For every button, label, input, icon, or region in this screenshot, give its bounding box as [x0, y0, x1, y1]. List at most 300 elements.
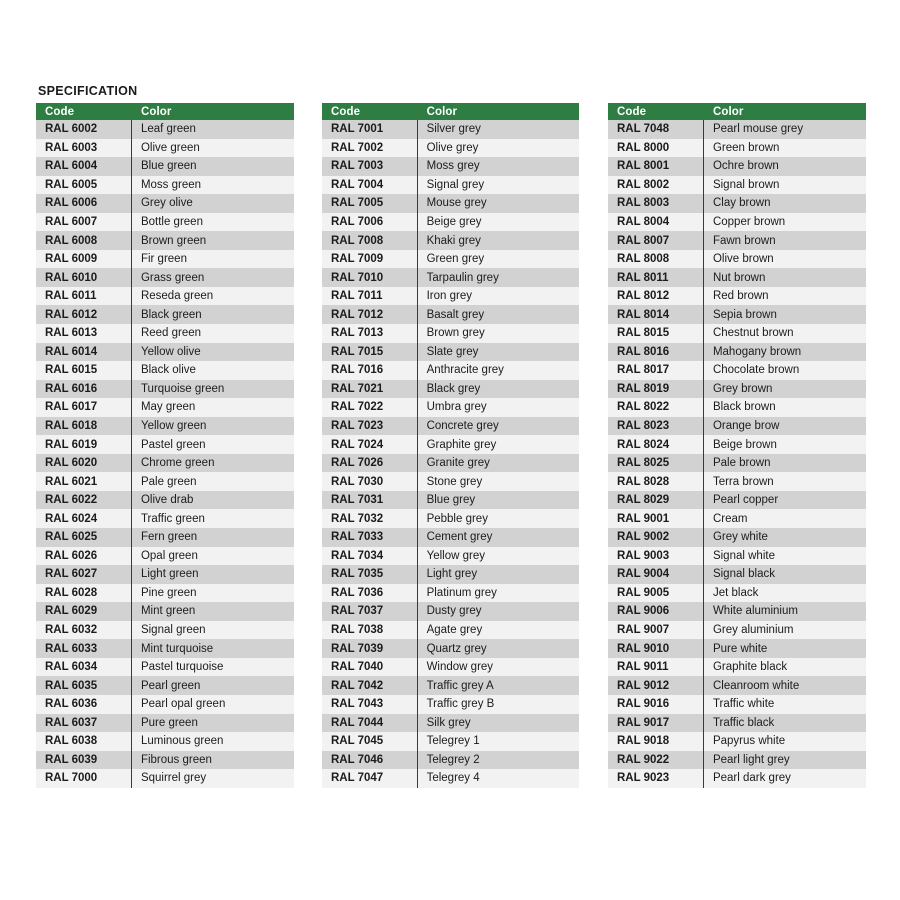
table-row	[36, 213, 294, 232]
table-row	[322, 361, 579, 380]
table-row	[322, 398, 579, 417]
table-row	[608, 268, 866, 287]
cell-code: RAL 6027	[36, 565, 131, 584]
cell-color-name: Traffic green	[131, 509, 294, 528]
table-row	[608, 695, 866, 714]
cell-color-name: Orange brow	[703, 417, 866, 436]
table-row	[36, 547, 294, 566]
table-row	[608, 120, 866, 139]
cell-color-name: Moss grey	[417, 157, 579, 176]
cell-color-name: Pale brown	[703, 454, 866, 473]
cell-color-name: Grey white	[703, 528, 866, 547]
cell-code: RAL 6025	[36, 528, 131, 547]
table-row	[322, 324, 579, 343]
column-header-code: Code	[36, 103, 131, 120]
cell-color-name: White aluminium	[703, 602, 866, 621]
cell-code: RAL 7047	[322, 769, 417, 788]
cell-code: RAL 6017	[36, 398, 131, 417]
table-row	[36, 287, 294, 306]
cell-code: RAL 7015	[322, 343, 417, 362]
cell-color-name: Pure white	[703, 639, 866, 658]
table-body	[36, 120, 294, 788]
cell-color-name: Nut brown	[703, 268, 866, 287]
table-row	[322, 491, 579, 510]
cell-code: RAL 7003	[322, 157, 417, 176]
cell-color-name: Pearl light grey	[703, 751, 866, 770]
cell-color-name: Cleanroom white	[703, 676, 866, 695]
cell-color-name: Pearl opal green	[131, 695, 294, 714]
table-row	[36, 509, 294, 528]
table-row	[36, 176, 294, 195]
cell-code: RAL 7033	[322, 528, 417, 547]
cell-color-name: Silk grey	[417, 714, 579, 733]
cell-code: RAL 9023	[608, 769, 703, 788]
cell-color-name: Terra brown	[703, 472, 866, 491]
table-row	[608, 454, 866, 473]
cell-code: RAL 7032	[322, 509, 417, 528]
table-row	[36, 361, 294, 380]
cell-color-name: Grey aluminium	[703, 621, 866, 640]
cell-color-name: Pebble grey	[417, 509, 579, 528]
table-row	[36, 454, 294, 473]
table-row	[36, 250, 294, 269]
cell-code: RAL 8012	[608, 287, 703, 306]
cell-color-name: Traffic white	[703, 695, 866, 714]
cell-code: RAL 6010	[36, 268, 131, 287]
table-row	[322, 139, 579, 158]
table-row	[322, 417, 579, 436]
cell-color-name: Blue green	[131, 157, 294, 176]
cell-color-name: Brown green	[131, 231, 294, 250]
cell-code: RAL 6024	[36, 509, 131, 528]
cell-code: RAL 7045	[322, 732, 417, 751]
cell-code: RAL 6032	[36, 621, 131, 640]
cell-code: RAL 9010	[608, 639, 703, 658]
cell-color-name: Black grey	[417, 380, 579, 399]
table-row	[322, 639, 579, 658]
cell-code: RAL 7048	[608, 120, 703, 139]
table-row	[608, 751, 866, 770]
table-row	[608, 361, 866, 380]
cell-code: RAL 6015	[36, 361, 131, 380]
cell-code: RAL 7042	[322, 676, 417, 695]
cell-code: RAL 6019	[36, 435, 131, 454]
cell-color-name: Beige grey	[417, 213, 579, 232]
cell-color-name: Khaki grey	[417, 231, 579, 250]
table-row	[608, 732, 866, 751]
cell-code: RAL 6002	[36, 120, 131, 139]
cell-code: RAL 7006	[322, 213, 417, 232]
table-row	[608, 769, 866, 788]
cell-code: RAL 6029	[36, 602, 131, 621]
ral-color-table-1	[36, 103, 294, 788]
cell-color-name: Sepia brown	[703, 305, 866, 324]
table-row	[36, 584, 294, 603]
table-row	[322, 584, 579, 603]
cell-color-name: Papyrus white	[703, 732, 866, 751]
cell-color-name: Light green	[131, 565, 294, 584]
table-row	[608, 491, 866, 510]
table-row	[322, 621, 579, 640]
cell-code: RAL 6011	[36, 287, 131, 306]
table-row	[36, 268, 294, 287]
cell-code: RAL 9011	[608, 658, 703, 677]
cell-color-name: Cement grey	[417, 528, 579, 547]
table-row	[608, 417, 866, 436]
table-row	[608, 305, 866, 324]
cell-color-name: Ochre brown	[703, 157, 866, 176]
table-row	[36, 528, 294, 547]
cell-code: RAL 6013	[36, 324, 131, 343]
cell-code: RAL 8015	[608, 324, 703, 343]
table-header-row	[322, 103, 579, 120]
cell-code: RAL 7016	[322, 361, 417, 380]
cell-code: RAL 9002	[608, 528, 703, 547]
table-header-row	[36, 103, 294, 120]
table-row	[36, 732, 294, 751]
cell-code: RAL 9018	[608, 732, 703, 751]
cell-code: RAL 7021	[322, 380, 417, 399]
table-row	[36, 621, 294, 640]
table-row	[608, 287, 866, 306]
table-row	[322, 305, 579, 324]
cell-code: RAL 9005	[608, 584, 703, 603]
cell-color-name: Traffic grey B	[417, 695, 579, 714]
table-body	[322, 120, 579, 788]
cell-color-name: Olive grey	[417, 139, 579, 158]
cell-color-name: Stone grey	[417, 472, 579, 491]
cell-code: RAL 7010	[322, 268, 417, 287]
cell-code: RAL 6014	[36, 343, 131, 362]
cell-color-name: Jet black	[703, 584, 866, 603]
cell-code: RAL 7031	[322, 491, 417, 510]
cell-code: RAL 7046	[322, 751, 417, 770]
table-row	[322, 732, 579, 751]
table-row	[322, 343, 579, 362]
table-row	[322, 658, 579, 677]
table-row	[322, 769, 579, 788]
table-row	[36, 380, 294, 399]
cell-code: RAL 6008	[36, 231, 131, 250]
cell-code: RAL 6016	[36, 380, 131, 399]
cell-code: RAL 7004	[322, 176, 417, 195]
cell-color-name: Green brown	[703, 139, 866, 158]
table-row	[36, 343, 294, 362]
table-row	[322, 194, 579, 213]
cell-code: RAL 8029	[608, 491, 703, 510]
cell-color-name: Tarpaulin grey	[417, 268, 579, 287]
cell-color-name: Mouse grey	[417, 194, 579, 213]
cell-code: RAL 8019	[608, 380, 703, 399]
cell-code: RAL 7005	[322, 194, 417, 213]
table-row	[36, 602, 294, 621]
cell-color-name: Silver grey	[417, 120, 579, 139]
ral-color-table-3	[608, 103, 866, 788]
cell-color-name: Traffic black	[703, 714, 866, 733]
cell-color-name: Clay brown	[703, 194, 866, 213]
table-row	[608, 139, 866, 158]
cell-color-name: Bottle green	[131, 213, 294, 232]
cell-code: RAL 8014	[608, 305, 703, 324]
cell-code: RAL 6003	[36, 139, 131, 158]
column-header-code: Code	[322, 103, 417, 120]
table-row	[322, 250, 579, 269]
table-row	[322, 472, 579, 491]
table-body	[608, 120, 866, 788]
cell-color-name: Pastel turquoise	[131, 658, 294, 677]
table-row	[36, 714, 294, 733]
cell-code: RAL 8000	[608, 139, 703, 158]
cell-code: RAL 7030	[322, 472, 417, 491]
table-row	[36, 324, 294, 343]
cell-color-name: Pearl dark grey	[703, 769, 866, 788]
table-row	[608, 714, 866, 733]
cell-color-name: Slate grey	[417, 343, 579, 362]
table-row	[608, 602, 866, 621]
cell-code: RAL 6004	[36, 157, 131, 176]
cell-color-name: Brown grey	[417, 324, 579, 343]
cell-code: RAL 7026	[322, 454, 417, 473]
table-row	[36, 472, 294, 491]
table-row	[322, 602, 579, 621]
table-row	[322, 695, 579, 714]
cell-color-name: Squirrel grey	[131, 769, 294, 788]
table-row	[322, 547, 579, 566]
cell-code: RAL 8028	[608, 472, 703, 491]
cell-code: RAL 8002	[608, 176, 703, 195]
cell-code: RAL 8004	[608, 213, 703, 232]
cell-color-name: Olive drab	[131, 491, 294, 510]
cell-code: RAL 9016	[608, 695, 703, 714]
cell-color-name: May green	[131, 398, 294, 417]
cell-color-name: Telegrey 1	[417, 732, 579, 751]
cell-code: RAL 7013	[322, 324, 417, 343]
table-row	[322, 268, 579, 287]
cell-code: RAL 6022	[36, 491, 131, 510]
table-row	[322, 751, 579, 770]
cell-code: RAL 7012	[322, 305, 417, 324]
cell-color-name: Copper brown	[703, 213, 866, 232]
cell-color-name: Platinum grey	[417, 584, 579, 603]
cell-color-name: Mint turquoise	[131, 639, 294, 658]
cell-color-name: Telegrey 2	[417, 751, 579, 770]
table-row	[36, 305, 294, 324]
table-row	[322, 157, 579, 176]
cell-code: RAL 9012	[608, 676, 703, 695]
table-row	[36, 695, 294, 714]
cell-color-name: Signal green	[131, 621, 294, 640]
cell-color-name: Signal black	[703, 565, 866, 584]
cell-code: RAL 7000	[36, 769, 131, 788]
cell-color-name: Signal white	[703, 547, 866, 566]
column-header-color: Color	[131, 103, 294, 120]
cell-code: RAL 7002	[322, 139, 417, 158]
cell-code: RAL 6028	[36, 584, 131, 603]
table-row	[36, 769, 294, 788]
cell-color-name: Basalt grey	[417, 305, 579, 324]
cell-code: RAL 9017	[608, 714, 703, 733]
table-row	[322, 120, 579, 139]
cell-code: RAL 7024	[322, 435, 417, 454]
table-row	[322, 231, 579, 250]
table-row	[322, 380, 579, 399]
cell-color-name: Grey brown	[703, 380, 866, 399]
cell-code: RAL 6009	[36, 250, 131, 269]
table-row	[36, 751, 294, 770]
cell-code: RAL 7040	[322, 658, 417, 677]
table-row	[608, 472, 866, 491]
cell-color-name: Traffic grey A	[417, 676, 579, 695]
cell-code: RAL 9003	[608, 547, 703, 566]
table-row	[36, 398, 294, 417]
table-row	[36, 157, 294, 176]
cell-color-name: Pine green	[131, 584, 294, 603]
table-row	[36, 139, 294, 158]
cell-color-name: Mahogany brown	[703, 343, 866, 362]
cell-color-name: Fawn brown	[703, 231, 866, 250]
table-row	[322, 676, 579, 695]
ral-color-table-2	[322, 103, 579, 788]
cell-color-name: Olive brown	[703, 250, 866, 269]
table-row	[608, 343, 866, 362]
table-row	[36, 120, 294, 139]
table-row	[608, 250, 866, 269]
cell-color-name: Fibrous green	[131, 751, 294, 770]
cell-color-name: Black olive	[131, 361, 294, 380]
cell-color-name: Grey olive	[131, 194, 294, 213]
table-row	[36, 491, 294, 510]
cell-code: RAL 8024	[608, 435, 703, 454]
cell-code: RAL 7035	[322, 565, 417, 584]
table-row	[322, 287, 579, 306]
table-row	[608, 584, 866, 603]
table-row	[322, 176, 579, 195]
table-row	[322, 528, 579, 547]
cell-color-name: Yellow olive	[131, 343, 294, 362]
cell-color-name: Signal grey	[417, 176, 579, 195]
cell-code: RAL 7038	[322, 621, 417, 640]
cell-color-name: Chrome green	[131, 454, 294, 473]
table-row	[608, 639, 866, 658]
cell-code: RAL 6033	[36, 639, 131, 658]
cell-color-name: Leaf green	[131, 120, 294, 139]
table-row	[608, 380, 866, 399]
cell-code: RAL 7044	[322, 714, 417, 733]
cell-color-name: Pearl mouse grey	[703, 120, 866, 139]
table-row	[36, 417, 294, 436]
cell-code: RAL 7037	[322, 602, 417, 621]
table-row	[608, 324, 866, 343]
table-row	[608, 676, 866, 695]
table-row	[608, 565, 866, 584]
cell-code: RAL 6035	[36, 676, 131, 695]
cell-color-name: Anthracite grey	[417, 361, 579, 380]
cell-color-name: Black brown	[703, 398, 866, 417]
cell-color-name: Red brown	[703, 287, 866, 306]
cell-color-name: Yellow green	[131, 417, 294, 436]
table-row	[36, 435, 294, 454]
table-row	[36, 639, 294, 658]
cell-color-name: Pure green	[131, 714, 294, 733]
table-row	[322, 565, 579, 584]
table-row	[36, 194, 294, 213]
cell-color-name: Graphite black	[703, 658, 866, 677]
cell-code: RAL 8007	[608, 231, 703, 250]
table-row	[608, 194, 866, 213]
cell-code: RAL 8003	[608, 194, 703, 213]
table-row	[608, 157, 866, 176]
table-row	[36, 676, 294, 695]
cell-color-name: Olive green	[131, 139, 294, 158]
table-row	[608, 658, 866, 677]
cell-code: RAL 7022	[322, 398, 417, 417]
cell-color-name: Chestnut brown	[703, 324, 866, 343]
cell-color-name: Green grey	[417, 250, 579, 269]
column-header-color: Color	[703, 103, 866, 120]
cell-code: RAL 8025	[608, 454, 703, 473]
cell-code: RAL 7036	[322, 584, 417, 603]
cell-code: RAL 8008	[608, 250, 703, 269]
cell-code: RAL 9022	[608, 751, 703, 770]
cell-code: RAL 8022	[608, 398, 703, 417]
table-row	[608, 231, 866, 250]
cell-color-name: Graphite grey	[417, 435, 579, 454]
table-row	[322, 454, 579, 473]
cell-code: RAL 8016	[608, 343, 703, 362]
cell-color-name: Fir green	[131, 250, 294, 269]
cell-code: RAL 9007	[608, 621, 703, 640]
cell-code: RAL 9001	[608, 509, 703, 528]
cell-code: RAL 6020	[36, 454, 131, 473]
table-row	[322, 714, 579, 733]
cell-color-name: Blue grey	[417, 491, 579, 510]
cell-color-name: Concrete grey	[417, 417, 579, 436]
cell-code: RAL 6006	[36, 194, 131, 213]
column-header-code: Code	[608, 103, 703, 120]
cell-code: RAL 7023	[322, 417, 417, 436]
cell-color-name: Granite grey	[417, 454, 579, 473]
cell-code: RAL 8001	[608, 157, 703, 176]
cell-color-name: Fern green	[131, 528, 294, 547]
cell-color-name: Umbra grey	[417, 398, 579, 417]
cell-color-name: Quartz grey	[417, 639, 579, 658]
table-row	[608, 509, 866, 528]
cell-color-name: Agate grey	[417, 621, 579, 640]
cell-color-name: Pale green	[131, 472, 294, 491]
cell-code: RAL 9004	[608, 565, 703, 584]
page-title: SPECIFICATION	[38, 84, 138, 98]
cell-code: RAL 6012	[36, 305, 131, 324]
cell-code: RAL 7009	[322, 250, 417, 269]
cell-code: RAL 9006	[608, 602, 703, 621]
table-header-row	[608, 103, 866, 120]
cell-code: RAL 8011	[608, 268, 703, 287]
cell-color-name: Beige brown	[703, 435, 866, 454]
table-row	[36, 231, 294, 250]
cell-code: RAL 7034	[322, 547, 417, 566]
cell-code: RAL 6021	[36, 472, 131, 491]
cell-color-name: Window grey	[417, 658, 579, 677]
table-row	[322, 213, 579, 232]
cell-code: RAL 7011	[322, 287, 417, 306]
cell-color-name: Telegrey 4	[417, 769, 579, 788]
table-row	[608, 528, 866, 547]
cell-code: RAL 7043	[322, 695, 417, 714]
table-row	[36, 658, 294, 677]
table-row	[608, 435, 866, 454]
cell-color-name: Light grey	[417, 565, 579, 584]
table-row	[322, 435, 579, 454]
